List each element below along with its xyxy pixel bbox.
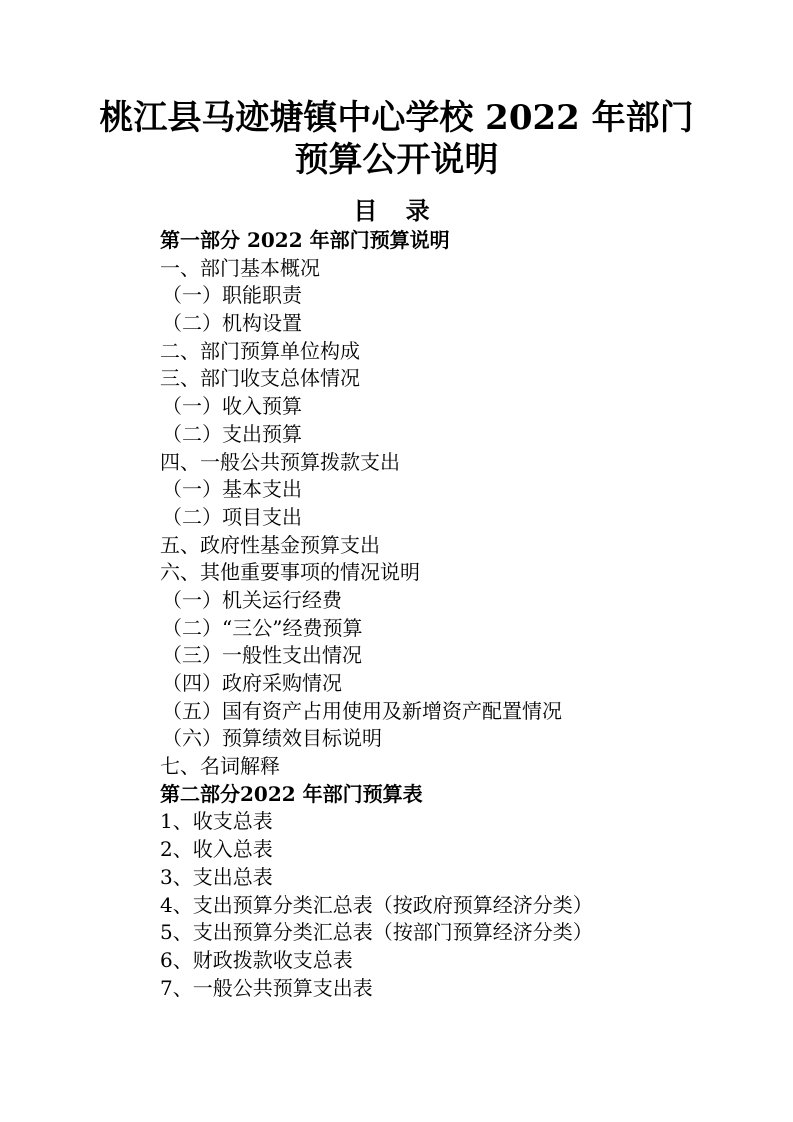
toc-section: 二、部门预算单位构成 [160,338,360,363]
toc-subsection: （一）机关运行经费 [162,587,342,612]
toc-subsection: （一）职能职责 [162,283,302,308]
toc-subsection: （二）支出预算 [162,421,302,446]
toc-section: 6、财政拨款收支总表 [160,947,353,972]
toc-subsection: （三）一般性支出情况 [162,643,362,668]
toc-subsection: （二）项目支出 [162,504,302,529]
toc-section: 3、支出总表 [160,864,273,889]
toc-subsection: （一）收入预算 [162,394,302,419]
toc-heading: 目 录 [353,196,440,225]
toc-section: 4、支出预算分类汇总表（按政府预算经济分类） [160,892,593,917]
toc-section: 五、政府性基金预算支出 [160,532,380,557]
toc-subsection: （五）国有资产占用使用及新增资产配置情况 [162,698,562,723]
toc-section: 1、收支总表 [160,809,273,834]
document-title-line-1: 桃江县马迹塘镇中心学校 2022 年部门 [99,98,694,138]
toc-subsection: （六）预算绩效目标说明 [162,726,382,751]
toc-section: 三、部门收支总体情况 [160,366,360,391]
table-of-contents [160,227,760,1002]
toc-subsection: （二）“三公”经费预算 [162,615,363,640]
toc-subsection: （二）机构设置 [162,311,302,336]
toc-part-heading: 第一部分 2022 年部门预算说明 [160,228,450,252]
toc-subsection: （一）基本支出 [162,477,302,502]
toc-section: 六、其他重要事项的情况说明 [160,560,420,585]
toc-section: 7、一般公共预算支出表 [160,975,373,1000]
toc-subsection: （四）政府采购情况 [162,671,342,695]
toc-section: 5、支出预算分类汇总表（按部门预算经济分类） [160,920,593,945]
toc-section: 七、名词解释 [160,754,280,779]
toc-section: 一、部门基本概况 [160,255,320,280]
toc-section: 2、收入总表 [160,837,273,862]
toc-section: 四、一般公共预算拨款支出 [160,449,400,474]
toc-part-heading: 第二部分2022 年部门预算表 [160,781,423,806]
document-title-line-2: 预算公开说明 [294,140,499,180]
